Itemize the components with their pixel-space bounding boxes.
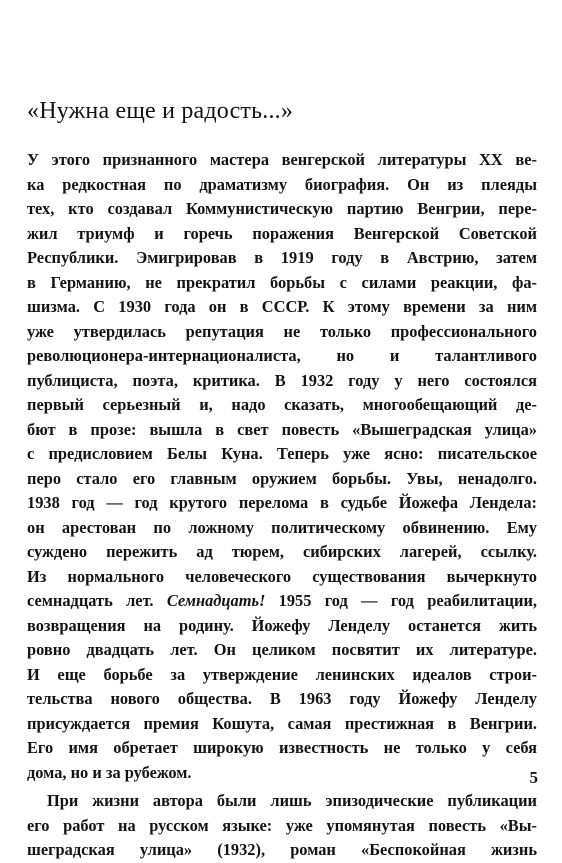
text-segment: 1955 год — год реабилитации, [265, 591, 537, 610]
text-line: Республики. Эмигрировав в 1919 году в Австрию, затем [27, 248, 537, 267]
text-segment: семнадцать лет. [27, 591, 167, 610]
text-line: жил триумф и горечь поражения Венгерской Советской [27, 223, 537, 243]
text-line: дома, но и за рубежом. [27, 762, 192, 782]
text-line-with-emphasis [27, 589, 537, 614]
text-line: он арестован по ложному политическому обвинению. Ему [27, 517, 537, 537]
text-line: публициста, поэта, критика. В 1932 году у него состоялся [27, 370, 537, 390]
text-line: шеградская улица» (1932), роман «Беспокойная жизнь [27, 840, 537, 859]
text-line: тех, кто создавал Коммунистическую партию Венгрии, пере- [27, 199, 537, 218]
text-line: присуждается премия Кошута, самая престижная в Венгрии. [27, 713, 537, 733]
emphasized-text: Семнадцать! [166, 591, 266, 610]
text-line: шизма. С 1930 года он в СССР. К этому времени за ним [27, 297, 537, 316]
paragraph-2 [27, 789, 537, 863]
text-line: революционера-интернационалиста, но и талантливого [27, 346, 537, 365]
text-line: возвращения на родину. Йожефу Ленделу останется жить [27, 615, 537, 635]
text-line: И еще борьбе за утверждение ленинских идеалов строи- [27, 664, 537, 684]
text-line: тельства нового общества. В 1963 году Йожефу Ленделу [27, 689, 537, 708]
text-line: Его имя обретает широкую известность не только у себя [27, 738, 537, 757]
text-line: Из нормального человеческого существования вычеркнуто [27, 566, 537, 586]
text-line: в Германию, не прекратил борьбы с силами реакции, фа- [27, 272, 537, 292]
page-number: 5 [529, 768, 538, 787]
body-text [27, 148, 537, 863]
text-line: ровно двадцать лет. Он целиком посвятит их литературе. [27, 640, 537, 659]
text-line: У этого признанного мастера венгерской литературы XX ве- [27, 150, 537, 169]
text-line: перо стало его главным оружием борьбы. Увы, ненадолго. [27, 468, 537, 488]
text-line: суждено пережить ад тюрем, сибирских лагерей, ссылку. [27, 542, 537, 561]
text-line: уже утвердилась репутация не только профессионального [27, 321, 537, 341]
text-line: ка редкостная по драматизму биография. Он из плеяды [27, 174, 537, 194]
text-line: бют в прозе: вышла в свет повесть «Вышеградская улица» [27, 419, 537, 439]
text-line: его работ на русском языке: уже упомянутая повесть «Вы- [27, 815, 537, 835]
text-line: первый серьезный и, надо сказать, многообещающий де- [27, 395, 537, 414]
text-line: 1938 год — год крутого перелома в судьбе Йожефа Лендела: [27, 493, 537, 512]
chapter-title: «Нужна еще и радость...» [27, 98, 294, 124]
text-line: с предисловием Белы Куна. Теперь уже ясно: писательское [27, 444, 537, 463]
paragraph-1 [27, 148, 537, 785]
text-line: При жизни автора были лишь эпизодические публикации [47, 791, 537, 810]
